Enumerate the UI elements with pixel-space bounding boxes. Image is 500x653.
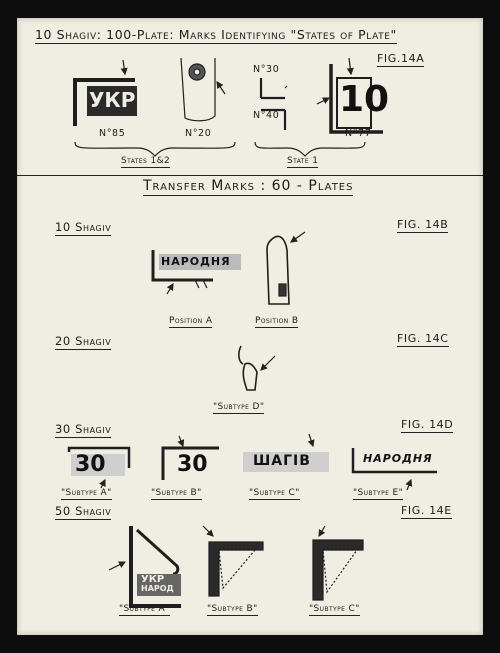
state-1-caption: State 1 [287, 156, 319, 166]
subtype-50c-mark [313, 526, 363, 600]
states-1-2-caption: States 1&2 [121, 156, 171, 166]
subtype-50b-mark [203, 526, 263, 596]
subtype-30b-caption: "Subtype B" [151, 488, 202, 498]
subtype-50b-caption: "Subtype B" [207, 604, 258, 614]
subtype-50a-mark [109, 526, 181, 606]
subtype-30c-caption: "Subtype C" [249, 488, 300, 498]
stamp-50a-ukr: УКР [141, 574, 165, 585]
n20-label: N°20 [185, 128, 212, 139]
ukr-stamp-text: УКР [89, 88, 136, 112]
s50-label: 50 Shagiv [55, 504, 112, 518]
narodnia-stamp-text: НАРОДНЯ [161, 255, 231, 268]
album-page [17, 18, 483, 635]
n30-n40-marks [261, 78, 287, 130]
s30-label: 30 Shagiv [55, 422, 112, 436]
fig-14b-label: FIG. 14B [397, 218, 449, 231]
subtype-50c-caption: "Subtype C" [309, 604, 360, 614]
s20-label: 20 Shagiv [55, 334, 112, 348]
subtype-30e-caption: "Subtype E" [353, 488, 404, 498]
rosette-corner-mark [181, 58, 225, 121]
position-b-mark [267, 232, 305, 304]
subtype-50a-caption: "Subtype A" [119, 604, 170, 614]
fig-14d-label: FIG. 14D [401, 418, 454, 431]
s10-label: 10 Shagiv [55, 220, 112, 234]
plate-mark-drawings [17, 18, 483, 635]
position-a-caption: Position A [169, 316, 213, 326]
subtype-30a-caption: "Subtype A" [61, 488, 112, 498]
stamp-30a-text: 30 [75, 452, 106, 477]
stamp-shagiv-text: ШАГІВ [253, 453, 311, 469]
transfer-title: Transfer Marks : 60 - Plates [143, 178, 354, 194]
section-divider [17, 175, 483, 176]
stamp-50a-narod: НАРОД [141, 584, 174, 593]
subtype-d-caption: "Subtype D" [213, 402, 265, 412]
stamp-narodnia-e-text: НАРОДНЯ [363, 452, 433, 465]
ten-stamp-text: 10 [339, 79, 390, 120]
fig-14a-label: FIG.14A [377, 52, 425, 65]
fig-14e-label: FIG. 14E [401, 504, 452, 517]
stamp-30b-text: 30 [177, 452, 208, 477]
fig-14c-label: FIG. 14C [397, 332, 449, 345]
position-b-caption: Position B [255, 316, 299, 326]
subtype-d-mark [239, 346, 275, 390]
n85-label: N°85 [99, 128, 126, 139]
n40-label: N°40 [253, 110, 280, 121]
header-title: 10 Shagiv: 100-Plate: Marks Identifying "States of Plate" [35, 27, 397, 42]
n77-label: N°77 [345, 128, 372, 139]
n30-label: N°30 [253, 64, 280, 75]
